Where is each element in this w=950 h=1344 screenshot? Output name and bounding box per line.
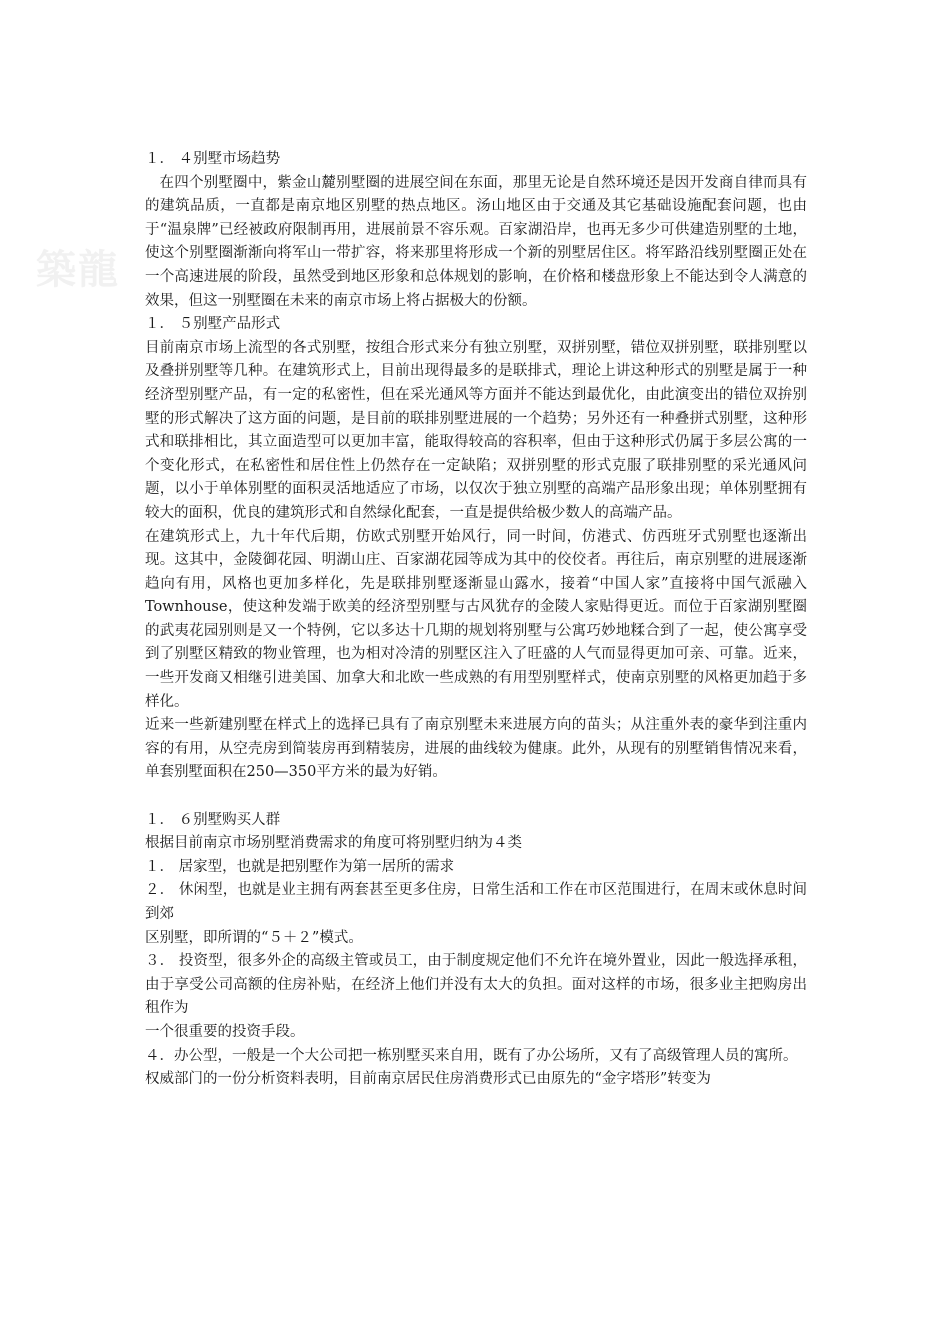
list-item-leisure-cont: 区别墅，即所谓的“５＋２”模式。: [145, 929, 363, 946]
paragraph-architecture-styles: 在建筑形式上，九十年代后期，仿欧式别墅开始风行，同一时间，仿港式、仿西班牙式别墅也逐渐出现。这其中，金陵御花园、明湖山庄、百家湖花园等成为其中的佼佼者。再往后，南京别墅的进展逐渐趋向有用，风格也更加多样化，先是联排别墅逐渐显山露水，接着“中国人家”直接将中国气派融入Townhouse，使这种发端于欧美的经济型别墅与古风犹存的金陵人家贴得更近。而位于百家湖别墅圈的武夷花园别则是又一个特例，它以多达十几期的规划将别墅与公寓巧妙地糅合到了一起，使公寓享受到了别墅区精致的物业管理，也为相对冷清的别墅区注入了旺盛的人气而显得更加可亲、可靠。近来，一些开发商又相继引进美国、加拿大和北欧一些成熟的有用型别墅样式，使南京别墅的风格更加趋于多样化。: [145, 528, 807, 710]
paragraph-consumption-shift: 权威部门的一份分析资料表明，目前南京居民住房消费形式已由原先的“金字塔形”转变为: [145, 1071, 711, 1088]
list-item-leisure: ２． 休闲型，也就是业主拥有两套甚至更多住房，日常生活和工作在市区范围进行，在周末或休息时间到郊: [145, 882, 807, 922]
paragraph-new-villa-trend: 近来一些新建别墅在样式上的选择已具有了南京别墅未来进展方向的苗头；从注重外表的豪华到注重内容的有用，从空壳房到简装房再到精装房，进展的曲线较为健康。此外，从现有的别墅销售情况来看，单套别墅面积在250—350平方米的最为好销。: [145, 717, 807, 781]
blank-line: [145, 785, 807, 809]
document-body: [145, 148, 807, 1092]
heading-villa-buyers: １． ６别墅购买人群: [145, 811, 281, 828]
watermark: 築龍: [36, 246, 120, 293]
heading-villa-product-form: １． ５别墅产品形式: [145, 316, 281, 333]
paragraph-product-types: 目前南京市场上流型的各式别墅，按组合形式来分有独立别墅，双拼别墅，错位双拼别墅，联排别墅以及叠拼别墅等几种。在建筑形式上，目前出现得最多的是联排式，理论上讲这种形式的别墅是属于一种经济型别墅产品，有一定的私密性，但在采光通风等方面并不能达到最优化，由此演变出的错位双拚别墅的形式解决了这方面的问题，是目前的联排别墅进展的一个趋势；另外还有一种叠拼式别墅，这种形式和联排相比，其立面造型可以更加丰富，能取得较高的容积率，但由于这种形式仍属于多层公寓的一个变化形式，在私密性和居住性上仍然存在一定缺陷；双拼别墅的形式克服了联排别墅的采光通风问题，以小于单体别墅的面积灵活地适应了市场，以仅次于独立别墅的高端产品形象出现；单体别墅拥有较大的面积，优良的建筑形式和自然绿化配套，一直是提供给极少数人的高端产品。: [145, 339, 807, 521]
paragraph-market-trend: 在四个别墅圈中，紫金山麓别墅圈的进展空间在东面，那里无论是自然环境还是因开发商自律而具有的建筑品质，一直都是南京地区别墅的热点地区。汤山地区由于交通及其它基础设施配套问题，也由于“温泉牌”已经被政府限制再用，进展前景不容乐观。百家湖沿岸，也再无多少可供建造别墅的土地，使这个别墅圈渐渐向将军山一带扩容，将来那里将形成一个新的别墅居住区。将军路沿线别墅圈正处在一个高速进展的阶段，虽然受到地区形象和总体规划的影响，在价格和楼盘形象上不能达到令人满意的效果，但这一别墅圈在未来的南京市场上将占据极大的份额。: [145, 174, 807, 309]
list-item-investment: ３． 投资型，很多外企的高级主管或员工，由于制度规定他们不允许在境外置业，因此一般选择承租，由于享受公司高额的住房补贴，在经济上他们并没有太大的负担。面对这样的市场，很多业主把购房出租作为: [145, 953, 807, 1017]
list-item-investment-cont: 一个很重要的投资手段。: [145, 1023, 305, 1040]
list-item-office: ４．办公型，一般是一个大公司把一栋别墅买来自用，既有了办公场所，又有了高级管理人员的寓所。: [145, 1047, 798, 1064]
heading-villa-market-trend: １． ４别墅市场趋势: [145, 151, 281, 167]
paragraph-buyer-categories-intro: 根据目前南京市场别墅消费需求的角度可将别墅归纳为４类: [145, 835, 522, 852]
list-item-residential: １． 居家型，也就是把别墅作为第一居所的需求: [145, 858, 455, 875]
